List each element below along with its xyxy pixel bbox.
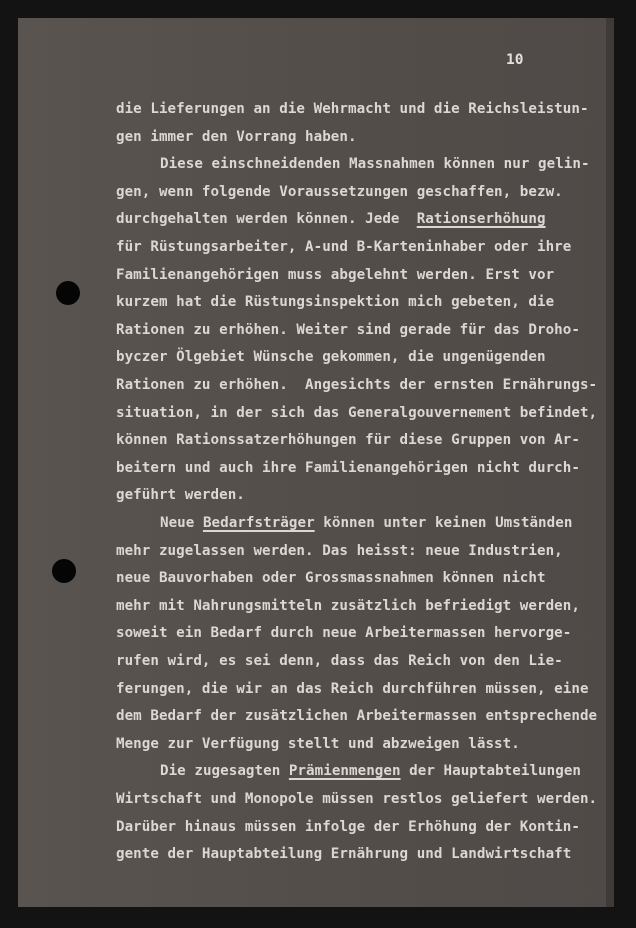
line-text: Wirtschaft und Monopole müssen restlos geliefert werden.: [116, 791, 598, 807]
line-text: ferungen, die wir an das Reich durchführen müssen, eine: [116, 680, 589, 697]
line-text: können unter keinen Umständen: [314, 515, 573, 531]
text-line: [116, 625, 571, 641]
text-line: [116, 681, 589, 697]
line-text: byczer Ölgebiet Wünsche gekommen, die ungenügenden: [116, 349, 546, 366]
underlined-term: Rationserhöhung: [416, 211, 546, 228]
text-line: [116, 819, 580, 835]
text-line: [116, 653, 563, 669]
line-text: durchgehalten werden können. Jede: [116, 211, 417, 228]
line-text: können Rationssatzerhöhungen für diese Gruppen von Ar-: [116, 432, 580, 449]
text-line: [116, 129, 357, 145]
page-number: 10: [506, 52, 524, 68]
line-text: mehr mit Nahrungsmitteln zusätzlich befriedigt werden,: [116, 597, 580, 614]
text-line: [160, 156, 590, 172]
text-line: [116, 708, 597, 724]
text-line: [116, 791, 597, 807]
line-text: situation, in der sich das Generalgouvernement befindet,: [116, 404, 598, 421]
line-text: dem Bedarf der zusätzlichen Arbeitermassen entsprechende: [116, 708, 598, 725]
line-text: für Rüstungsarbeiter, A-und B-Karteninhaber oder ihre: [116, 239, 572, 255]
line-text: Familienangehörigen muss abgelehnt werden. Erst vor: [116, 266, 555, 283]
text-line: [116, 267, 554, 283]
text-line: [160, 763, 581, 779]
text-line: [116, 460, 580, 476]
text-line: [116, 570, 546, 586]
text-line: [160, 515, 572, 531]
text-line: [116, 543, 563, 559]
text-line: [116, 736, 520, 752]
line-text: beitern und auch ihre Familienangehörigen nicht durch-: [116, 459, 580, 476]
line-text: Menge zur Verfügung stellt und abzweigen lässt.: [116, 735, 520, 752]
line-text: Die zugesagten: [160, 763, 289, 780]
line-text: gente der Hauptabteilung Ernährung und Landwirtschaft: [116, 846, 572, 863]
text-line: [116, 239, 571, 255]
line-text: geführt werden.: [116, 487, 245, 504]
text-line: [116, 487, 245, 503]
line-text: kurzem hat die Rüstungsinspektion mich gebeten, die: [116, 294, 555, 311]
text-line: [116, 405, 597, 421]
line-text: mehr zugelassen werden. Das heisst: neue Industrien,: [116, 542, 563, 559]
text-line: [116, 598, 580, 614]
line-text: neue Bauvorhaben oder Grossmassnahmen können nicht: [116, 570, 546, 587]
underlined-term: Bedarfsträger: [202, 515, 315, 531]
line-text: Rationen zu erhöhen. Angesichts der ernsten Ernährungs-: [116, 377, 598, 393]
text-line: [116, 184, 563, 200]
line-text: Neue: [160, 515, 203, 531]
text-line: [116, 377, 597, 393]
line-text: gen immer den Vorrang haben.: [116, 128, 357, 145]
line-text: die Lieferungen an die Wehrmacht und die Reichsleistun-: [116, 101, 589, 117]
line-text: gen, wenn folgende Voraussetzungen geschaffen, bezw.: [116, 183, 563, 200]
line-text: Diese einschneidenden Massnahmen können nur gelin-: [160, 156, 590, 173]
text-line: [116, 294, 554, 310]
text-line: [116, 846, 571, 862]
text-line: [116, 432, 580, 448]
line-text: Darüber hinaus müssen infolge der Erhöhung der Kontin-: [116, 818, 580, 835]
text-line: [116, 322, 580, 338]
underlined-term: Prämienmengen: [288, 763, 401, 780]
text-line: [116, 349, 546, 365]
text-line: [116, 211, 546, 227]
line-text: soweit ein Bedarf durch neue Arbeitermassen hervorge-: [116, 625, 572, 642]
line-text: rufen wird, es sei denn, dass das Reich von den Lie-: [116, 653, 563, 669]
line-text: Rationen zu erhöhen. Weiter sind gerade für das Droho-: [116, 321, 580, 338]
line-text: der Hauptabteilungen: [400, 763, 582, 780]
text-line: [116, 101, 589, 117]
